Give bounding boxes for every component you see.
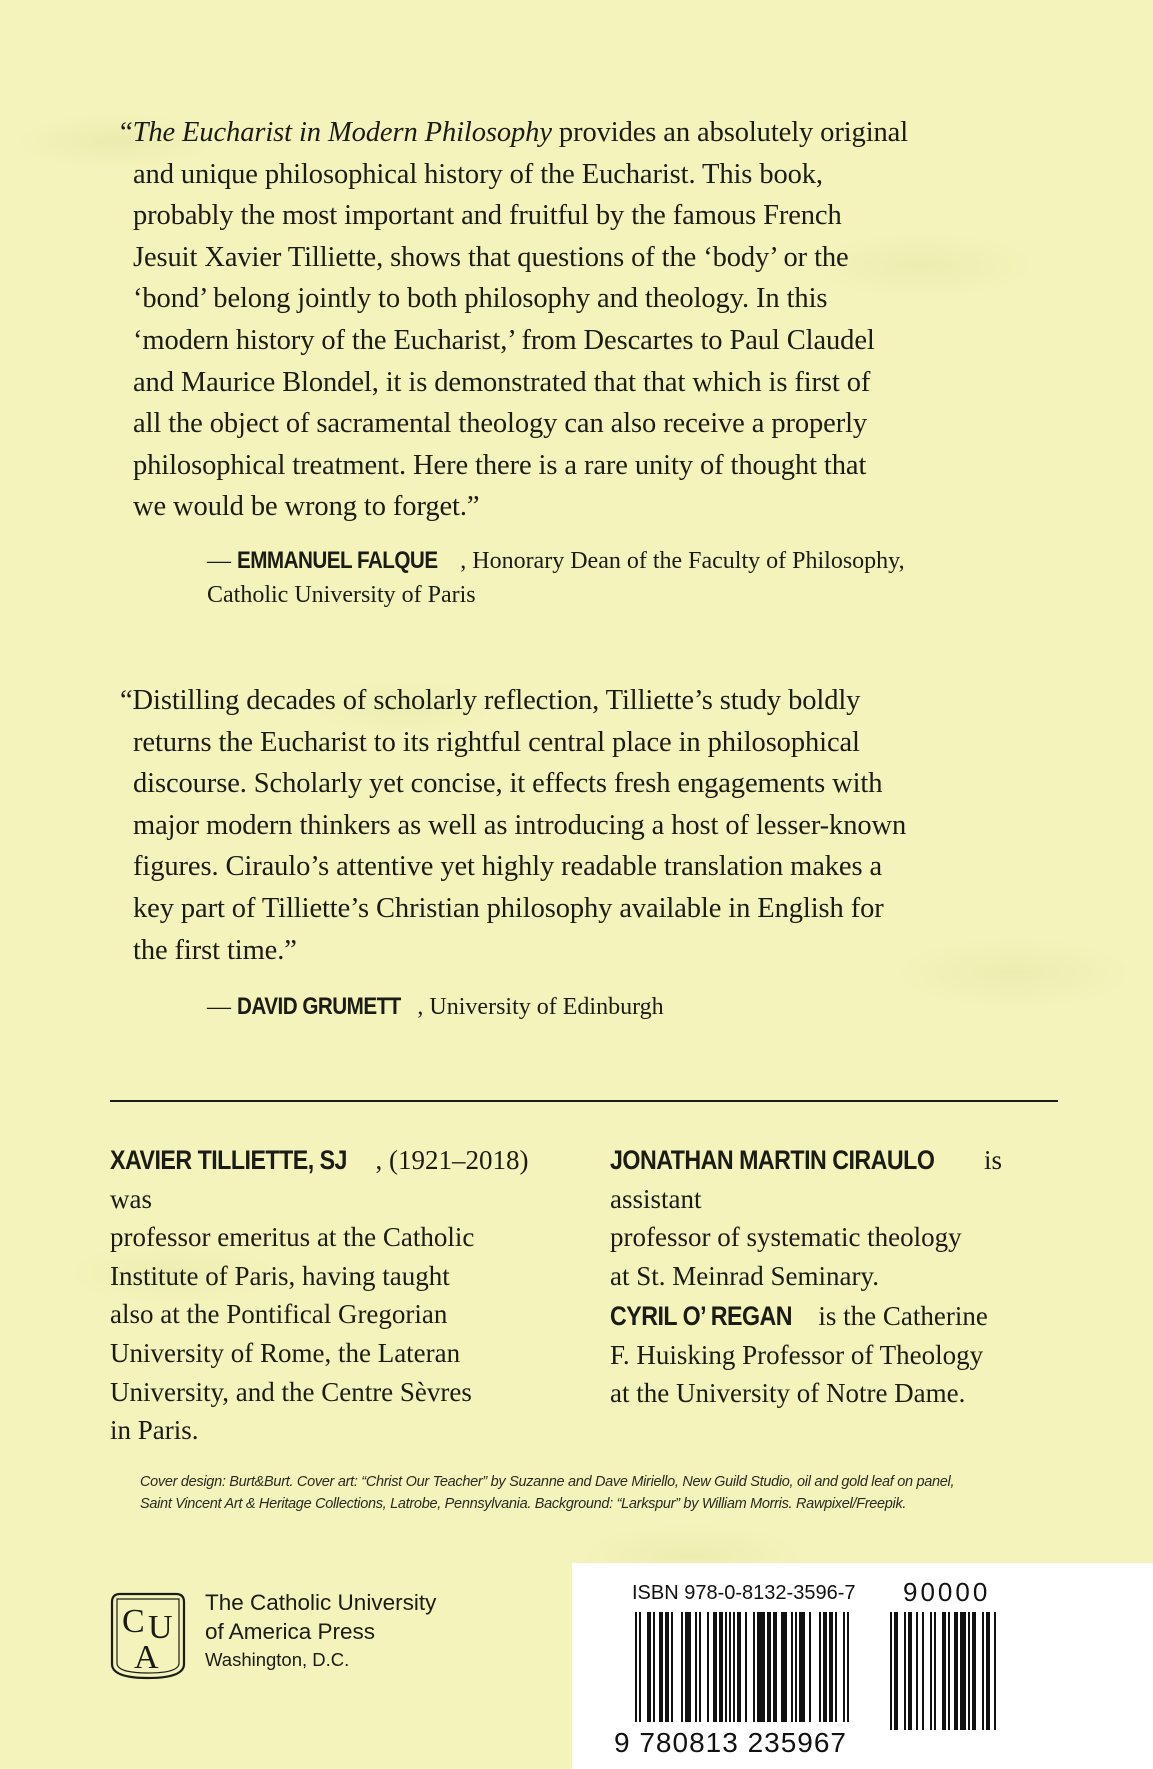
attribution-dash: — bbox=[207, 994, 237, 1020]
barcode-bar bbox=[757, 1612, 765, 1722]
publisher-name-line-1: The Catholic University bbox=[205, 1590, 437, 1615]
barcode-bar bbox=[982, 1612, 984, 1730]
barcode-bar bbox=[894, 1612, 898, 1730]
quote-grumett-line: the first time.” bbox=[133, 934, 297, 966]
quote-text: probably the most important and fruitful by the famous French bbox=[133, 200, 842, 232]
quote-falque-line bbox=[133, 237, 1063, 279]
price-code: 90000 bbox=[903, 1577, 991, 1607]
quote-text: philosophical treatment. Here there is a rare unity of thought that bbox=[133, 449, 867, 481]
barcode-bar bbox=[843, 1612, 845, 1722]
barcode-bar bbox=[799, 1612, 805, 1722]
barcode-bar bbox=[781, 1612, 787, 1722]
quote-falque-line bbox=[133, 154, 1063, 196]
quote-grumett-line: figures. Ciraulo’s attentive yet highly readable translation makes a bbox=[133, 851, 883, 883]
bio-ciraulo-line bbox=[610, 1141, 1090, 1218]
barcode-bar bbox=[934, 1612, 936, 1730]
barcode-bar bbox=[713, 1612, 717, 1722]
cover-credits bbox=[140, 1471, 1040, 1515]
barcode-bar bbox=[948, 1612, 950, 1730]
bio-tilliette-text: , (1921–2018) was bbox=[110, 1145, 529, 1214]
publisher-name bbox=[205, 1588, 436, 1674]
barcode-bar bbox=[635, 1612, 637, 1722]
barcode-bar bbox=[659, 1612, 663, 1722]
barcode-bar bbox=[890, 1612, 892, 1730]
endorsement-quote-falque bbox=[120, 112, 1063, 528]
bio-ciraulo-line bbox=[610, 1257, 1090, 1296]
attribution-falque bbox=[207, 544, 1087, 612]
quote-falque-line bbox=[133, 486, 1063, 528]
logo-letter-u: U bbox=[148, 1609, 173, 1646]
bio-tilliette-text: Institute of Paris, having taught bbox=[110, 1260, 450, 1291]
barcode-bar bbox=[829, 1612, 833, 1722]
attribution-name-falque: EMMANUEL FALQUE bbox=[237, 547, 438, 574]
barcode-bar bbox=[922, 1612, 924, 1730]
quote-text: ‘bond’ belong jointly to both philosophy and theology. In this bbox=[133, 283, 828, 315]
barcode-bar bbox=[819, 1612, 821, 1722]
endorsement-quote-grumett bbox=[120, 680, 1083, 971]
quote-falque-line bbox=[133, 445, 1063, 487]
barcode-bar bbox=[671, 1612, 673, 1722]
barcode-bar bbox=[639, 1612, 641, 1722]
barcode-bar bbox=[908, 1612, 912, 1730]
quote-text: ‘modern history of the Eucharist,’ from Descartes to Paul Claudel bbox=[133, 324, 875, 356]
barcode-bar bbox=[737, 1612, 741, 1722]
bio-ciraulo-text: at St. Meinrad Seminary. bbox=[610, 1260, 879, 1291]
barcode-bar bbox=[986, 1612, 990, 1730]
barcode-bar bbox=[733, 1612, 735, 1722]
quote-text: we would be wrong to forget.” bbox=[133, 491, 480, 523]
bio-oregan-text: is the Catherine bbox=[811, 1301, 988, 1331]
bio-oregan-line bbox=[610, 1374, 1090, 1413]
quote-text: Jesuit Xavier Tilliette, shows that questions of the ‘body’ or the bbox=[133, 241, 849, 273]
attribution-title-falque: , Honorary Dean of the Faculty of Philosophy, bbox=[460, 548, 905, 574]
attribution-affiliation-falque: Catholic University of Paris bbox=[207, 582, 476, 608]
barcode-bar bbox=[847, 1612, 849, 1722]
bio-ciraulo-name: JONATHAN MARTIN CIRAULO bbox=[610, 1145, 935, 1175]
barcode-bar bbox=[685, 1612, 691, 1722]
logo-letter-c: C bbox=[122, 1603, 145, 1640]
isbn-label: ISBN 978-0-8132-3596-7 bbox=[632, 1582, 856, 1604]
barcode-bar bbox=[942, 1612, 946, 1730]
logo-letter-a: A bbox=[134, 1639, 159, 1676]
attribution-affiliation-grumett: , University of Edinburgh bbox=[417, 994, 664, 1020]
barcode-bar bbox=[954, 1612, 958, 1730]
bio-oregan-text: F. Huisking Professor of Theology bbox=[610, 1339, 984, 1370]
barcode-bar bbox=[729, 1612, 731, 1722]
barcode-bar bbox=[916, 1612, 918, 1730]
barcode-bar bbox=[767, 1612, 771, 1722]
bio-tilliette-line bbox=[110, 1257, 570, 1296]
quote-falque-line bbox=[120, 112, 1063, 154]
bio-tilliette-text: University, and the Centre Sèvres bbox=[110, 1376, 472, 1407]
quote-grumett-line: discourse. Scholarly yet concise, it effects fresh engagements with bbox=[133, 768, 883, 800]
book-title-italic: The Eucharist in Modern Philosophy bbox=[132, 117, 552, 148]
attribution-dash: — bbox=[207, 548, 237, 574]
bio-tilliette bbox=[110, 1141, 570, 1450]
barcode-bar bbox=[994, 1612, 996, 1730]
publisher-city: Washington, D.C. bbox=[205, 1649, 350, 1670]
quote-text: provides an absolutely original bbox=[551, 117, 909, 148]
quote-text: “ bbox=[120, 117, 133, 148]
barcode-bar bbox=[653, 1612, 655, 1722]
barcode-bar bbox=[795, 1612, 797, 1722]
bio-tilliette-line bbox=[110, 1295, 570, 1334]
barcode-bar bbox=[665, 1612, 669, 1722]
bio-tilliette-line bbox=[110, 1218, 570, 1257]
barcode-bar bbox=[753, 1612, 755, 1722]
bio-tilliette-line bbox=[110, 1411, 570, 1450]
quote-text: and unique philosophical history of the Eucharist. This book, bbox=[133, 158, 823, 190]
barcode-bar bbox=[719, 1612, 723, 1722]
cua-press-logo-icon bbox=[110, 1592, 186, 1680]
barcode-bar bbox=[968, 1612, 970, 1730]
ean-barcode-bars bbox=[635, 1612, 855, 1742]
barcode-bar bbox=[791, 1612, 793, 1722]
bio-tilliette-text: professor emeritus at the Catholic bbox=[110, 1222, 475, 1253]
quote-grumett-line: “Distilling decades of scholarly reflection, Tilliette’s study boldly bbox=[120, 685, 861, 716]
cover-credits-line-2: Saint Vincent Art & Heritage Collections, Latrobe, Pennsylvania. Background: “Larkspur” by William Morris. Rawpixel/Freepik. bbox=[140, 1496, 907, 1512]
bio-tilliette-name: XAVIER TILLIETTE, SJ bbox=[110, 1145, 347, 1175]
barcode-bar bbox=[745, 1612, 747, 1722]
bio-ciraulo bbox=[610, 1141, 1090, 1295]
barcode-bar bbox=[695, 1612, 697, 1722]
barcode-bar bbox=[972, 1612, 976, 1730]
bio-oregan-name: CYRIL O’ REGAN bbox=[610, 1301, 793, 1331]
barcode-bar bbox=[681, 1612, 683, 1722]
barcode-bar bbox=[725, 1612, 727, 1722]
bio-ciraulo-text: professor of systematic theology bbox=[610, 1222, 962, 1253]
attribution-grumett bbox=[207, 990, 1007, 1024]
cover-credits-line-1: Cover design: Burt&Burt. Cover art: “Christ Our Teacher” by Suzanne and Dave Miriello, New Guild Studio, oil and gold leaf on panel, bbox=[140, 1474, 955, 1490]
bio-tilliette-line bbox=[110, 1334, 570, 1373]
bio-oregan-line bbox=[610, 1336, 1090, 1375]
barcode-bar bbox=[960, 1612, 966, 1730]
bio-tilliette-line bbox=[110, 1141, 570, 1218]
quote-grumett-line: major modern thinkers as well as introducing a host of lesser-known bbox=[133, 809, 907, 841]
barcode-bar bbox=[809, 1612, 811, 1722]
quote-falque-line bbox=[133, 320, 1063, 362]
bio-oregan-text: at the University of Notre Dame. bbox=[610, 1378, 966, 1409]
bio-ciraulo-line bbox=[610, 1218, 1090, 1257]
barcode-bar bbox=[773, 1612, 777, 1722]
quote-text: and Maurice Blondel, it is demonstrated that that which is first of bbox=[133, 366, 871, 398]
publisher-name-line-2: of America Press bbox=[205, 1619, 376, 1644]
section-divider bbox=[110, 1100, 1058, 1102]
quote-falque-line bbox=[133, 278, 1063, 320]
barcode-bar bbox=[647, 1612, 651, 1722]
barcode-bar bbox=[707, 1612, 709, 1722]
price-addon-barcode-bars bbox=[890, 1612, 1005, 1732]
bio-oregan bbox=[610, 1297, 1090, 1413]
bio-tilliette-text: also at the Pontifical Gregorian bbox=[110, 1299, 448, 1330]
bio-ciraulo-text: is assistant bbox=[610, 1145, 1002, 1214]
barcode-bar bbox=[835, 1612, 837, 1722]
bio-tilliette-text: University of Rome, the Lateran bbox=[110, 1337, 461, 1368]
barcode-bar bbox=[904, 1612, 906, 1730]
quote-falque-line bbox=[133, 362, 1063, 404]
quote-grumett-line: key part of Tilliette’s Christian philosophy available in English for bbox=[133, 892, 884, 924]
quote-falque-line bbox=[133, 195, 1063, 237]
barcode-bar bbox=[930, 1612, 932, 1730]
bio-oregan-line bbox=[610, 1297, 1090, 1336]
bio-tilliette-text: in Paris. bbox=[110, 1415, 199, 1446]
quote-falque-line bbox=[133, 403, 1063, 445]
quote-text: all the object of sacramental theology can also receive a properly bbox=[133, 408, 868, 440]
attribution-name-grumett: DAVID GRUMETT bbox=[237, 993, 401, 1020]
quote-grumett-line: returns the Eucharist to its rightful central place in philosophical bbox=[133, 726, 860, 758]
bio-tilliette-line bbox=[110, 1373, 570, 1412]
ean-digits: 9 780813 235967 bbox=[614, 1727, 847, 1758]
barcode-bar bbox=[823, 1612, 827, 1722]
barcode-bar bbox=[699, 1612, 701, 1722]
